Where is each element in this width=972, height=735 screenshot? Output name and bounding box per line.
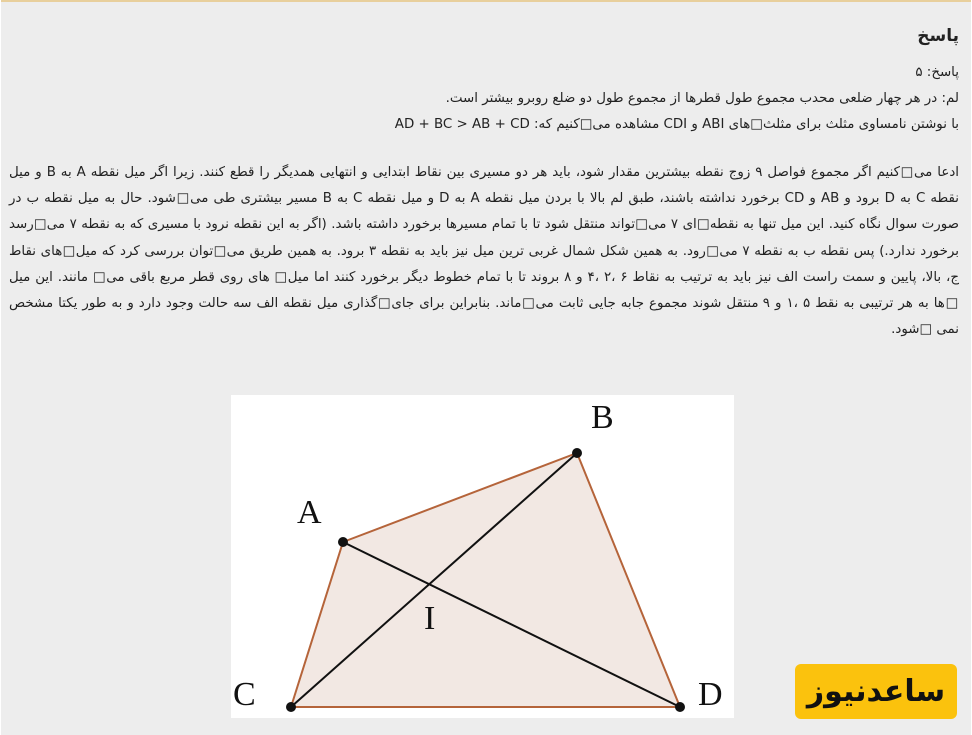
point-d xyxy=(675,702,685,712)
quadrilateral-shape xyxy=(291,453,680,707)
saednews-logo[interactable]: ساعدنیوز xyxy=(795,664,957,719)
label-d: D xyxy=(698,676,723,713)
label-a: A xyxy=(297,494,322,531)
point-b xyxy=(572,448,582,458)
answer-value: پاسخ: ۵ xyxy=(915,65,959,80)
answer-title: پاسخ xyxy=(917,26,959,46)
quadrilateral-diagram xyxy=(231,395,734,718)
proof-paragraph: ادعا می□کنیم اگر مجموع فواصل ۹ زوج نقطه بیشترین مقدار شود، باید هر دو مسیری بین نقاط ابتدایی و انتهایی همدیگر را قطع کنند. زیرا اگر میل نقطه A به B و میل نقطه C به D برود و AB و CD برخورد نداشته باشند، طبق لم بالا با بردن میل نقطه A به D و میل نقطه C به B مسیر بیشتری طی می□شود. حال به میل نقطه ب در صورت سوال نگاه کنید. این میل تنها به نقطه□ای ۷ می□تواند منتقل شود تا با تمام مسیرها برخورد داشته باشد. (اگر به این نقطه نرود با مسیری که به نقطه ۷ می□رسد برخورد ندارد.) پس نقطه ب به نقطه ۷ می□رود. به همین شکل شمال غربی ترین میل نیز باید به نقطه ۳ برود. به همین طریق می□توان بررسی کرد که میل□های نقاط ج، بالا، پایین و سمت راست الف نیز باید به ترتیب به نقاط ۶ ،۲ ،۴ و ۸ بروند تا با تمام خطوط دیگر برخورد کنند اما میل□ های روی قطر مربع باقی می□ مانند. این میل □ها به هر ترتیبی به نقط ۵ ،۱ و ۹ منتقل شوند مجموع جابه جایی ثابت می□ماند. بنابراین برای جای□گذاری میل نقطه الف سه حالت وجود دارد و به طور یکتا مشخص نمی □شود. xyxy=(9,165,960,338)
label-b: B xyxy=(591,399,614,436)
point-c xyxy=(286,702,296,712)
inequality-text: با نوشتن نامساوی مثلث برای مثلث□های ABI و CDI مشاهده می□کنیم که: AD + BC > AB + CD xyxy=(394,117,959,132)
point-a xyxy=(338,537,348,547)
label-c: C xyxy=(233,676,256,713)
answer-content xyxy=(9,22,959,343)
label-i: I xyxy=(424,600,436,637)
lemma-text: لم: در هر چهار ضلعی محدب مجموع طول قطرها از مجموع طول دو ضلع روبرو بیشتر است. xyxy=(445,91,959,106)
quadrilateral-figure xyxy=(231,395,734,718)
